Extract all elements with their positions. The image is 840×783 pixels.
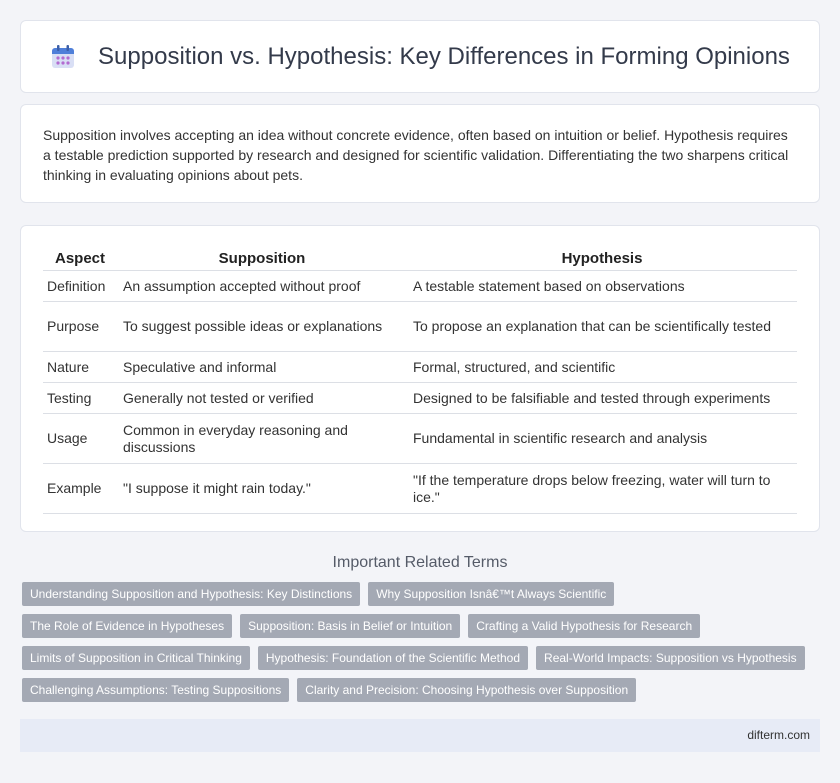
related-term-tag[interactable]: Limits of Supposition in Critical Thinking xyxy=(22,646,250,670)
header-supposition: Supposition xyxy=(117,226,407,271)
cell-supposition: To suggest possible ideas or explanations xyxy=(117,302,407,352)
cell-aspect: Usage xyxy=(43,414,117,464)
related-term-tag[interactable]: The Role of Evidence in Hypotheses xyxy=(22,614,232,638)
related-term-tag[interactable]: Clarity and Precision: Choosing Hypothesis over Supposition xyxy=(297,678,636,702)
cell-supposition: Speculative and informal xyxy=(117,352,407,383)
calendar-icon xyxy=(50,44,76,70)
header-aspect: Aspect xyxy=(43,226,117,271)
cell-hypothesis: A testable statement based on observations xyxy=(407,271,797,302)
related-term-tag[interactable]: Supposition: Basis in Belief or Intuition xyxy=(240,614,460,638)
table-row xyxy=(43,464,797,514)
related-terms-title: Important Related Terms xyxy=(332,554,508,571)
related-term-tag[interactable]: Hypothesis: Foundation of the Scientific Method xyxy=(258,646,528,670)
related-term-tag[interactable]: Crafting a Valid Hypothesis for Research xyxy=(468,614,700,638)
intro-text: Supposition involves accepting an idea without concrete evidence, often based on intuition or belief. Hypothesis requires a testable prediction supported by research and designed for scientific validation. Differentiating the two sharpens critical thinking in evaluating opinions about pets. xyxy=(43,127,789,183)
page-title: Supposition vs. Hypothesis: Key Differences in Forming Opinions xyxy=(98,42,790,70)
comparison-table-card xyxy=(20,225,820,532)
cell-hypothesis: Formal, structured, and scientific xyxy=(407,352,797,383)
footer xyxy=(20,719,820,752)
table-row xyxy=(43,271,797,302)
table-row xyxy=(43,414,797,464)
cell-hypothesis: To propose an explanation that can be scientifically tested xyxy=(407,302,797,352)
cell-supposition: Common in everyday reasoning and discussions xyxy=(117,414,407,464)
comparison-table xyxy=(43,226,797,514)
related-term-tag[interactable]: Why Supposition Isnâ€™t Always Scientific xyxy=(368,582,614,606)
cell-aspect: Definition xyxy=(43,271,117,302)
cell-aspect: Testing xyxy=(43,383,117,414)
cell-supposition: Generally not tested or verified xyxy=(117,383,407,414)
related-term-tag[interactable]: Challenging Assumptions: Testing Suppositions xyxy=(22,678,289,702)
related-term-tag[interactable]: Understanding Supposition and Hypothesis: Key Distinctions xyxy=(22,582,360,606)
cell-aspect: Nature xyxy=(43,352,117,383)
related-term-tag[interactable]: Real-World Impacts: Supposition vs Hypothesis xyxy=(536,646,805,670)
cell-hypothesis: Designed to be falsifiable and tested through experiments xyxy=(407,383,797,414)
table-row xyxy=(43,302,797,352)
table-header-row xyxy=(43,226,797,271)
related-terms-list xyxy=(22,582,818,702)
cell-supposition: "I suppose it might rain today." xyxy=(117,464,407,514)
cell-aspect: Purpose xyxy=(43,302,117,352)
table-row xyxy=(43,352,797,383)
cell-hypothesis: Fundamental in scientific research and analysis xyxy=(407,414,797,464)
cell-supposition: An assumption accepted without proof xyxy=(117,271,407,302)
header-hypothesis: Hypothesis xyxy=(407,226,797,271)
cell-aspect: Example xyxy=(43,464,117,514)
footer-site-link[interactable]: difterm.com xyxy=(747,728,810,742)
intro-card xyxy=(20,104,820,203)
table-row xyxy=(43,383,797,414)
cell-hypothesis: "If the temperature drops below freezing, water will turn to ice." xyxy=(407,464,797,514)
header-card xyxy=(20,20,820,93)
